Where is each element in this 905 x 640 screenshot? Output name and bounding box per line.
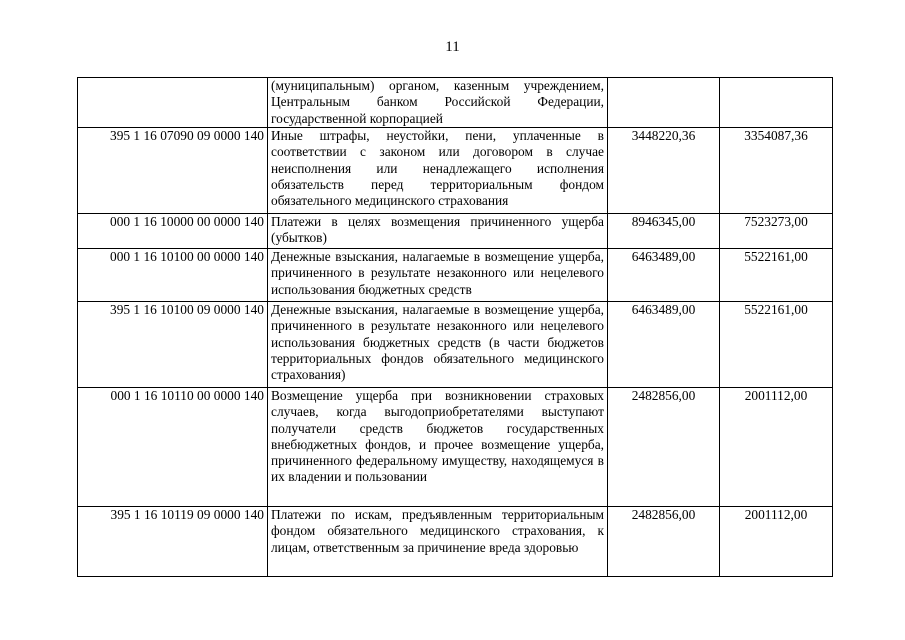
amount-cell-2: 5522161,00 <box>720 302 833 388</box>
budget-code-cell: 395 1 16 10100 09 0000 140 <box>78 302 268 388</box>
amount-cell-1: 2482856,00 <box>608 507 720 577</box>
budget-code-cell: 395 1 16 10119 09 0000 140 <box>78 507 268 577</box>
income-name-cell: Денежные взыскания, налагаемые в возмещение ущерба, причиненного в результате незаконного или нецелевого использования бюджетных средств <box>268 249 608 302</box>
income-name-cell: Платежи в целях возмещения причиненного ущерба (убытков) <box>268 214 608 249</box>
budget-code-cell: 395 1 16 07090 09 0000 140 <box>78 128 268 214</box>
budget-revenue-table <box>77 77 833 577</box>
amount-cell-1: 2482856,00 <box>608 388 720 507</box>
amount-cell-2 <box>720 78 833 128</box>
amount-cell-1: 6463489,00 <box>608 249 720 302</box>
amount-cell-2: 3354087,36 <box>720 128 833 214</box>
table-row <box>78 388 833 507</box>
table-row <box>78 302 833 388</box>
amount-cell-2: 5522161,00 <box>720 249 833 302</box>
income-name-cell: Иные штрафы, неустойки, пени, уплаченные в соответствии с законом или договором в случае неисполнения или ненадлежащего исполнения обязательств перед территориальным фондом обязательного медицинского страхования <box>268 128 608 214</box>
amount-cell-1: 3448220,36 <box>608 128 720 214</box>
income-name-cell: Платежи по искам, предъявленным территориальным фондом обязательного медицинского страхования, к лицам, ответственным за причинение вреда здоровью <box>268 507 608 577</box>
income-name-cell: (муниципальным) органом, казенным учреждением, Центральным банком Российской Федерации, государственной корпорацией <box>268 78 608 128</box>
amount-cell-2: 2001112,00 <box>720 507 833 577</box>
amount-cell-1 <box>608 78 720 128</box>
budget-code-cell: 000 1 16 10100 00 0000 140 <box>78 249 268 302</box>
budget-code-cell <box>78 78 268 128</box>
amount-cell-1: 6463489,00 <box>608 302 720 388</box>
amount-cell-2: 2001112,00 <box>720 388 833 507</box>
amount-cell-2: 7523273,00 <box>720 214 833 249</box>
amount-cell-1: 8946345,00 <box>608 214 720 249</box>
table-row <box>78 214 833 249</box>
table-row <box>78 128 833 214</box>
income-name-cell: Денежные взыскания, налагаемые в возмещение ущерба, причиненного в результате незаконного или нецелевого использования бюджетных средств (в части бюджетов территориальных фондов обязательного медицинского страхования) <box>268 302 608 388</box>
budget-code-cell: 000 1 16 10110 00 0000 140 <box>78 388 268 507</box>
table-row <box>78 78 833 128</box>
table-row <box>78 249 833 302</box>
page-number: 11 <box>445 39 460 55</box>
table-row <box>78 507 833 577</box>
income-name-cell: Возмещение ущерба при возникновении страховых случаев, когда выгодоприобретателями выступают получатели средств бюджетов государственных внебюджетных фондов, и прочее возмещение ущерба, причиненного федеральному имуществу, находящемуся в их владении и пользовании <box>268 388 608 507</box>
budget-code-cell: 000 1 16 10000 00 0000 140 <box>78 214 268 249</box>
